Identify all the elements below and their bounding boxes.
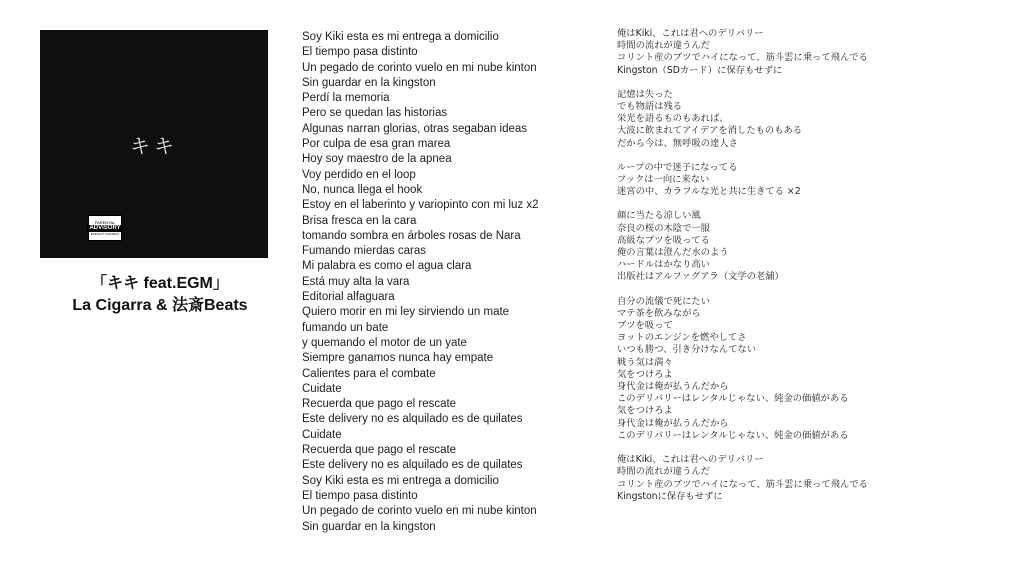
- song-artist: La Cigarra & 法斎Beats: [72, 297, 248, 314]
- lyric-line-es: Recuerda que pago el rescate: [302, 398, 457, 411]
- lyric-line-ja: ヨットのエンジンを燃やしてさ: [617, 332, 747, 344]
- lyric-line-ja: 高級なブツを吸ってる: [617, 234, 710, 246]
- lyric-line-es: Pero se quedan las historias: [302, 107, 448, 120]
- lyric-line-es: Recuerda que pago el rescate: [302, 444, 457, 457]
- lyric-line-ja: このデリバリーはレンタルじゃない、純金の価値がある: [617, 429, 849, 441]
- lyric-line-es: Sin guardar en la kingston: [302, 520, 436, 533]
- lyric-line-ja: でも物語は残る: [617, 101, 683, 113]
- lyric-line-ja: 気をつけろよ: [617, 368, 673, 380]
- lyric-line-ja: 顔に当たる涼しい風: [617, 210, 701, 222]
- advisory-line-1: PARENTAL: [94, 220, 116, 225]
- lyric-line-es: Brisa fresca en la cara: [302, 214, 417, 227]
- lyric-stanza-ja: [617, 89, 1017, 150]
- lyric-line-es: Algunas narran glorias, otras segaban ideas: [302, 122, 528, 135]
- lyric-line-es: Voy perdido en el loop: [302, 168, 416, 181]
- song-title: 「キキ feat.EGM」: [91, 275, 229, 292]
- lyric-line-es: Estoy en el laberinto y variopinto con mi luz x2: [302, 199, 539, 212]
- lyric-line-ja: コリント産のブツでハイになって、筋斗雲に乗って飛んでる: [617, 52, 868, 64]
- lyric-line-es: El tiempo pasa distinto: [302, 46, 418, 59]
- lyric-line-ja: 栄光を語るものもあれば、: [617, 113, 729, 125]
- lyric-line-es: Cuidate: [302, 382, 342, 395]
- lyric-line-ja: 自分の流儀で死にたい: [617, 295, 710, 307]
- lyric-line-es: Este delivery no es alquilado es de quilates: [302, 413, 523, 426]
- lyric-line-ja: ループの中で迷子になってる: [617, 161, 738, 173]
- lyric-line-es: Hoy soy maestro de la apnea: [302, 153, 452, 166]
- lyric-line-es: Por culpa de esa gran marea: [302, 138, 451, 151]
- lyric-line-ja: 奈良の桜の木陰で一服: [617, 222, 710, 234]
- lyric-line-ja: 身代金は俺が払うんだから: [617, 417, 729, 429]
- lyric-line-es: Un pegado de corinto vuelo en mi nube kinton: [302, 61, 537, 74]
- lyric-line-es: Está muy alta la vara: [302, 275, 410, 288]
- album-cover: [40, 30, 268, 258]
- lyric-line-es: Soy Kiki esta es mi entrega a domicilio: [302, 474, 499, 487]
- lyric-line-ja: コリント産のブツでハイになって、筋斗雲に乗って飛んでる: [617, 478, 868, 490]
- lyric-line-es: tomando sombra en árboles rosas de Nara: [302, 229, 521, 242]
- lyric-line-ja: マテ茶を飲みながら: [617, 307, 701, 319]
- lyric-line-es: fumando un bate: [302, 321, 389, 334]
- lyrics-japanese: [617, 28, 1017, 515]
- lyric-line-es: Quiero morir en mi ley sirviendo un mate: [302, 306, 510, 319]
- lyrics-spanish: [302, 30, 602, 535]
- lyric-line-ja: 時間の流れが違うんだ: [617, 40, 710, 52]
- advisory-line-3: EXPLICIT CONTENT: [90, 232, 120, 236]
- lyric-line-ja: 身代金は俺が払うんだから: [617, 381, 729, 393]
- lyric-line-es: Este delivery no es alquilado es de quilates: [302, 459, 523, 472]
- lyric-line-ja: 俺はKiki、これは君へのデリバリー: [617, 28, 764, 39]
- lyric-line-es: Soy Kiki esta es mi entrega a domicilio: [302, 31, 499, 43]
- lyric-line-ja: ハードルはかなり高い: [617, 259, 710, 271]
- advisory-line-2: ADVISORY: [89, 225, 121, 231]
- lyric-stanza-ja: [617, 210, 1017, 283]
- lyric-line-es: Calientes para el combate: [302, 367, 436, 380]
- cover-title: キキ: [130, 134, 178, 158]
- lyric-line-ja: 記憶は失った: [617, 88, 673, 100]
- lyric-line-es: Siempre ganamos nunca hay empate: [302, 352, 494, 365]
- lyric-stanza-ja: [617, 28, 1017, 77]
- lyric-line-ja: 出版社はアルファグアラ（文学の老舗）: [617, 271, 784, 283]
- parental-advisory-label: [88, 215, 122, 241]
- lyric-line-ja: Kingston（SDカード）に保存もせずに: [617, 64, 783, 76]
- lyric-line-es: Mi palabra es como el agua clara: [302, 260, 472, 273]
- lyric-line-es: y quemando el motor de un yate: [302, 336, 467, 349]
- lyric-line-ja: フックは一向に来ない: [617, 174, 710, 186]
- lyric-line-es: Sin guardar en la kingston: [302, 76, 436, 89]
- lyric-line-es: Fumando mierdas caras: [302, 245, 426, 258]
- lyric-line-ja: 戦う気は満々: [617, 356, 673, 368]
- lyric-line-ja: だから今は、無呼吸の達人さ: [617, 137, 738, 149]
- lyric-line-ja: 大波に飲まれてアイデアを消したものもある: [617, 125, 803, 137]
- lyric-stanza-ja: [617, 296, 1017, 442]
- lyric-stanza-ja: [617, 162, 1017, 199]
- lyric-line-ja: ブツを吸って: [617, 320, 673, 332]
- lyric-line-ja: 迷宮の中、カラフルな光と共に生きてる ×2: [617, 186, 801, 198]
- lyric-line-es: Editorial alfaguara: [302, 291, 395, 304]
- lyric-line-es: Cuidate: [302, 428, 342, 441]
- lyric-stanza-ja: [617, 454, 1017, 503]
- lyric-line-ja: いつも勝つ、引き分けなんてない: [617, 344, 757, 356]
- lyric-line-ja: 時間の流れが違うんだ: [617, 466, 710, 478]
- lyric-line-ja: Kingstonに保存もせずに: [617, 490, 723, 502]
- lyric-line-ja: 俺はKiki、これは君へのデリバリー: [617, 454, 764, 466]
- lyric-line-ja: 気をつけろよ: [617, 405, 673, 417]
- lyric-line-es: Perdí la memoria: [302, 92, 390, 105]
- lyric-line-ja: 俺の言葉は澄んだ水のよう: [617, 247, 729, 259]
- lyric-line-ja: このデリバリーはレンタルじゃない、純金の価値がある: [617, 393, 849, 405]
- lyric-line-es: Un pegado de corinto vuelo en mi nube kinton: [302, 505, 537, 518]
- lyric-line-es: No, nunca llega el hook: [302, 183, 423, 196]
- lyric-line-es: El tiempo pasa distinto: [302, 489, 418, 502]
